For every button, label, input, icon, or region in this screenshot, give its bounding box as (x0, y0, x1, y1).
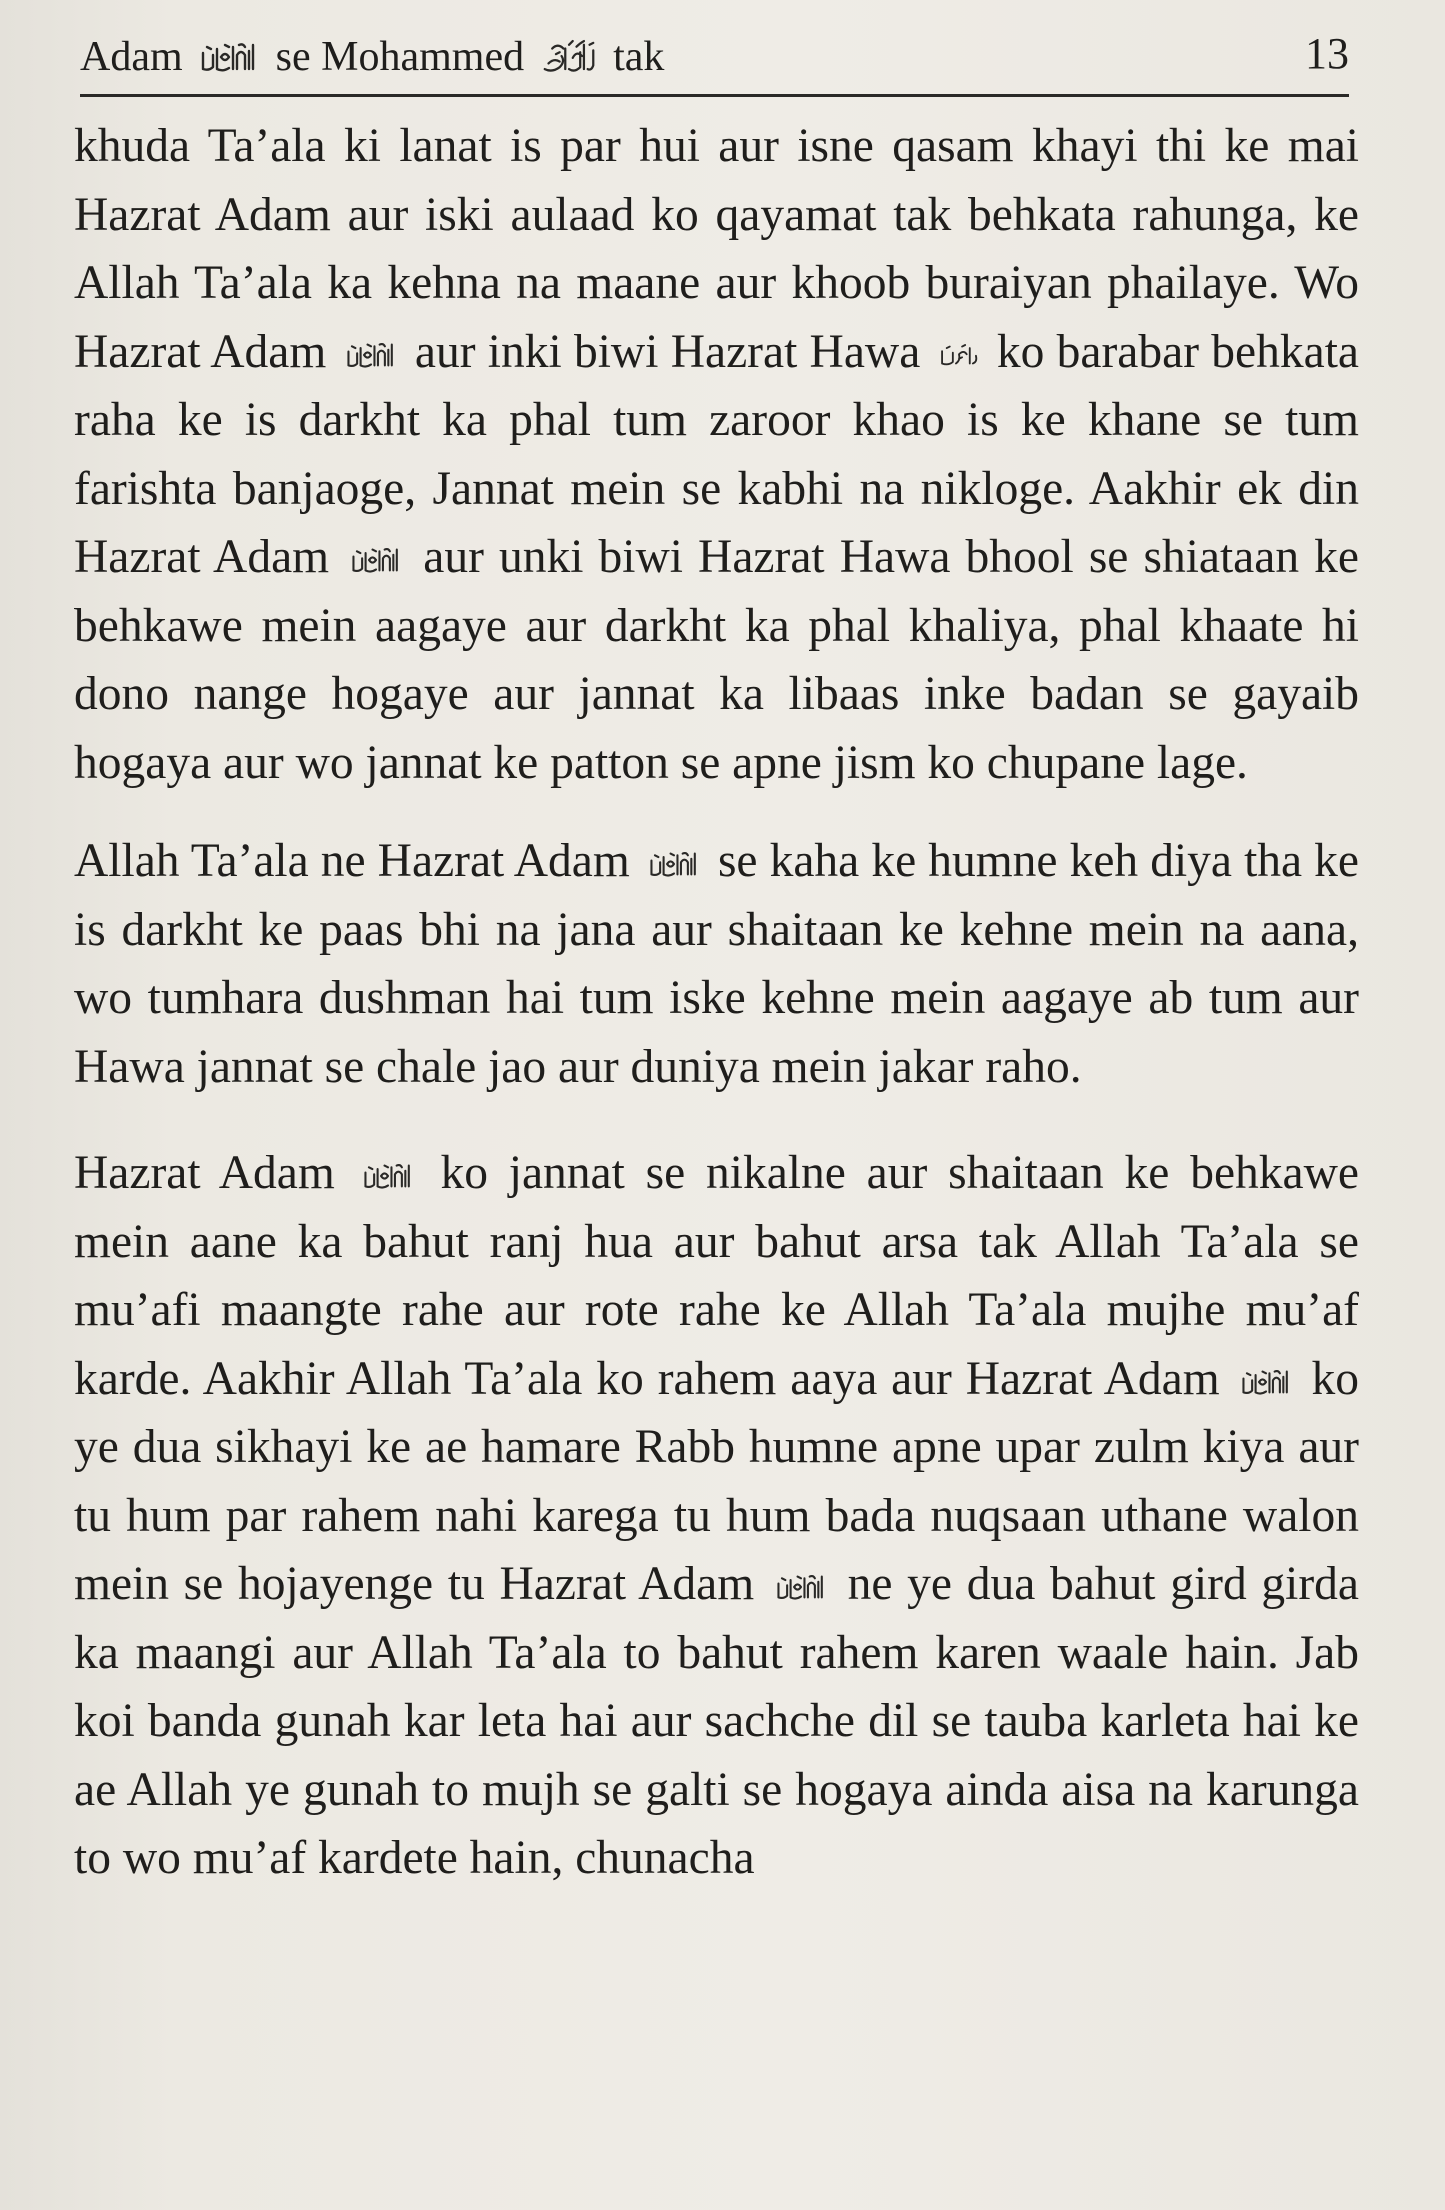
title-part-adam: Adam (80, 34, 183, 80)
paragraph-text: Allah Ta’ala ne Hazrat Adam (74, 835, 630, 887)
paragraph-text: ne ye dua bahut gird girda ka maangi aur Allah Ta’ala to bahut rahem karen waale hain. Jab koi banda gunah kar leta hai aur sachche dil se tauba karleta hai ke ae Allah ye gunah to mujh se galti se hogaya ainda aisa na karunga to wo mu’af kardete hain, chunacha (74, 1558, 1360, 1884)
title-part-tak: tak (613, 34, 665, 80)
paragraph-text: Hazrat Adam (74, 1147, 335, 1199)
alayhis-salam-icon (350, 545, 402, 575)
title-part-mohammed: se Mohammed (275, 34, 525, 80)
paragraph-text: aur inki biwi Hazrat Hawa (414, 325, 921, 378)
alayhis-salam-icon (199, 41, 259, 73)
paragraph-text: ko barabar behkata raha ke is darkht ka phal tum zaroor khao is ke khane se tum farishta banjaoge, Jannat mein se kabhi na nikloge. Aakhir ek din Hazrat Adam (74, 325, 1360, 583)
paragraph-text: ko jannat se nikalne aur shaitaan ke behkawe mein aane ka bahut ranj hua aur bahut arsa tak Allah Ta’ala se mu’afi maangte rahe aur rote rahe ke Allah Ta’ala mujhe mu’af karde. Aakhir Allah Ta’ala ko rahem aaya aur Hazrat Adam (74, 1147, 1359, 1405)
alayhis-salam-icon (362, 1161, 414, 1191)
paragraph-text: ko ye dua sikhayi ke ae hamare Rabb humne apne upar zulm kiya aur tu hum par rahem nahi karega tu hum bada nuqsaan uthane walon mein se hojayenge tu Hazrat Adam (74, 1352, 1360, 1610)
page-header (80, 24, 1349, 97)
running-title (80, 34, 664, 80)
paragraph-2 (74, 827, 1359, 1101)
alayhas-salam-icon (939, 340, 979, 370)
paragraph-text: aur unki biwi Hazrat Hawa bhool se shiataan ke behkawe mein aagaye aur darkht ka phal khaliya, phal khaate hi dono nange hogaye aur jannat ka libaas inke badan se gayaib hogaya aur wo jannat ke patton se apne jism ko chupane lage. (74, 531, 1359, 789)
paragraph-text: se kaha ke humne keh diya tha ke is darkht ke paas bhi na jana aur shaitaan ke kehne mein na aana, wo tumhara dushman hai tum iske kehne mein aagaye ab tum aur Hawa jannat se chale jao aur duniya mein jakar raho. (74, 835, 1360, 1093)
alayhis-salam-icon (1240, 1367, 1292, 1397)
paragraph-text: khuda Ta’ala ki lanat is par hui aur isne qasam khayi thi ke mai Hazrat Adam aur iski aulaad ko qayamat tak behkata rahunga, ke Allah Ta’ala ka kehna na maane aur khoob buraiyan phailaye. Wo Hazrat Adam (74, 120, 1359, 378)
paragraph-1 (74, 112, 1359, 797)
paragraph-3 (74, 1139, 1359, 1893)
alayhis-salam-icon (648, 849, 700, 879)
page-number: 13 (1305, 29, 1349, 78)
page-body (74, 112, 1359, 1893)
sallallahu-alayhi-wasallam-icon (541, 36, 597, 76)
alayhis-salam-icon (775, 1572, 827, 1602)
alayhis-salam-icon (345, 340, 397, 370)
